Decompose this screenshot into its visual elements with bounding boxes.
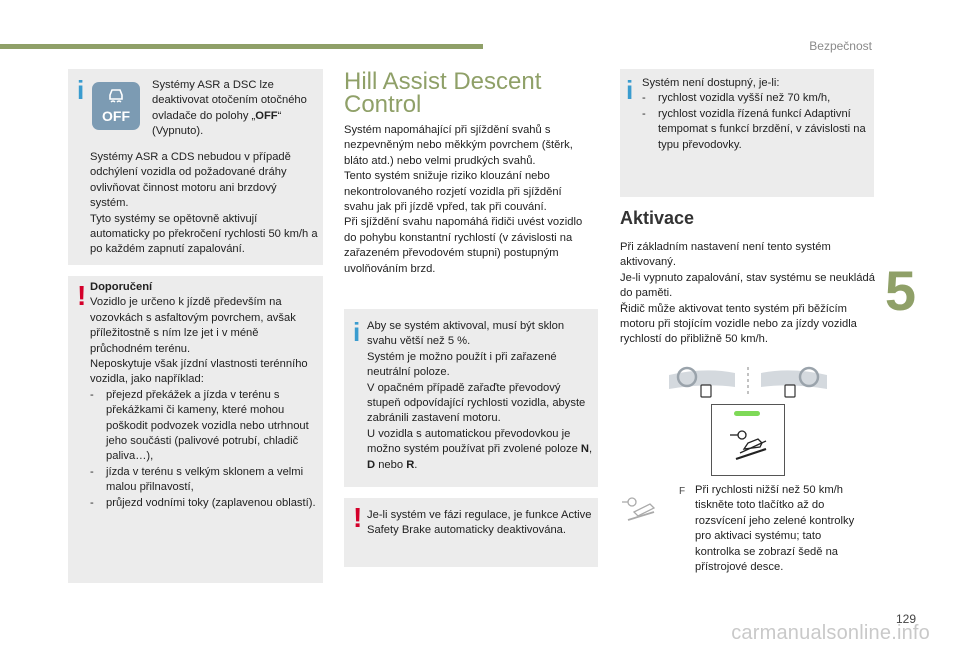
section-title: Bezpečnost: [809, 39, 872, 53]
recommendation-line-1: Vozidlo je určeno k jízdě především na vozovkách s asfaltovým povrchem, avšak příležitostně s ním lze jet i v méně průchodném terénu.: [90, 296, 296, 355]
info-icon: i: [626, 75, 634, 105]
cds-note: [90, 150, 318, 258]
intro-line-1: Systém napomáhající při sjíždění svahů s nezpevněným nebo měkkým povrchem (štěrk, bláto atd.) nebo velmi prudkých svahů.: [344, 124, 573, 167]
gear-d: D: [367, 458, 376, 471]
list-item: - rychlost vozidla řízená funkcí Adaptivní tempomat s funkcí brzdění, v závislosti na typu převodovky.: [642, 107, 870, 153]
intro-line-3: Při sjíždění svahu napomáhá řidiči uvést vozidlo do pohybu konstantní rychlostí (v závislosti na zařazeném převodovém stupni) postupným uvolňováním brzd.: [344, 216, 583, 275]
cds-note-line-2: Tyto systémy se opětovně aktivují automaticky po překročení rychlosti 50 km/h a po každém zapnutí zapalování.: [90, 212, 318, 256]
active-safety-brake-warning: [344, 498, 598, 567]
recommendation-line-2: Neposkytuje však jízdní vlastnosti terénního vozidla, jako například:: [90, 358, 308, 386]
hadc-button-illustration: [711, 404, 785, 476]
recommendation-warning-box: [68, 276, 323, 583]
green-indicator-lamp: [734, 411, 760, 416]
off-button-icon: [92, 82, 140, 130]
hadc-intro: [344, 123, 592, 277]
cds-note-line-1: Systémy ASR a CDS nebudou v případě odchýlení vozidla od požadované dráhy ovlivňovat činnost motoru ani brzdový systém.: [90, 151, 291, 210]
list-item: - přejezd překážek a jízda v terénu s překážkami či kameny, které mohou poškodit podvozek vozidla nebo utrhnout jeho součásti (palivové potrubí, chladič paliva…),: [90, 388, 318, 465]
availability-list: [642, 91, 870, 153]
availability-info-box: [620, 69, 874, 197]
asb-warning-text: Je-li systém ve fázi regulace, je funkce Active Safety Brake automaticky deaktivována.: [367, 509, 592, 537]
activation-line-1: Při základním nastavení není tento systém aktivovaný.: [620, 241, 831, 269]
off-button-label: OFF: [102, 108, 130, 124]
hadc-info-box: [344, 309, 598, 487]
bullet-marker: F: [679, 486, 686, 497]
info-line-4: [367, 427, 595, 473]
list-item: - rychlost vozidla vyšší než 70 km/h,: [642, 91, 870, 106]
activation-line-3: Řidič může aktivovat tento systém při běžícím motoru při stojícím vozidle nebo za jízdy vozidla rychlostí do přibližně 50 km/h.: [620, 302, 857, 346]
gear-separator: ,: [589, 443, 593, 456]
page-number: 129: [895, 612, 916, 626]
dashboard-location-illustration: [665, 365, 831, 399]
info-line-3: V opačném případě zařaďte převodový stupeň odpovídající rychlosti vozidla, abyste zabránili zastavení motoru.: [367, 381, 586, 425]
hill-descent-icon: [726, 427, 770, 463]
activation-text: [620, 240, 876, 348]
activation-instruction: Při rychlosti nižší než 50 km/h tiskněte toto tlačítko až do rozsvícení jeho zelené kontrolky pro aktivaci systému; tato kontrolka se zobrazí šedě na přístrojové desce.: [695, 484, 855, 574]
asr-off-info-box: [68, 69, 323, 265]
recommendation-heading: Doporučení: [90, 281, 153, 293]
list-item: - jízda v terénu s velkým sklonem a velmi malou přilnavostí,: [90, 465, 318, 496]
intro-line-2: Tento systém snižuje riziko klouzání nebo nekontrolovaného rozjetí vozidla při sjíždění svahu jak při jízdě vpřed, tak při couvání.: [344, 170, 562, 214]
hill-descent-indicator-icon: [620, 492, 656, 522]
recommendation-text: [90, 280, 318, 511]
asr-off-text-1: Systémy ASR a DSC lze deaktivovat otočením otočného ovladače do polohy „: [152, 79, 307, 122]
warning-icon: !: [77, 280, 87, 311]
info-icon: i: [353, 317, 361, 347]
info-line-4-end: .: [414, 458, 418, 471]
gear-n: N: [580, 443, 590, 456]
asr-off-bold: OFF: [255, 109, 278, 122]
info-line-1: Aby se systém aktivoval, musí být sklon svahu větší než 5 %.: [367, 320, 565, 348]
activation-line-2: Je-li vypnuto zapalování, stav systému se neukládá do paměti.: [620, 271, 875, 300]
header-accent-bar: [0, 44, 483, 49]
recommendation-list: [90, 388, 318, 511]
availability-heading: Systém není dostupný, je-li:: [642, 77, 780, 89]
list-item: - průjezd vodními toky (zaplavenou oblastí).: [90, 496, 318, 511]
asr-off-note: [152, 78, 317, 140]
activation-heading: Aktivace: [620, 208, 695, 228]
hadc-info-text: [367, 319, 595, 473]
chapter-number: 5: [884, 259, 916, 322]
info-line-4-text: U vozidla s automatickou převodovkou je možno systém používat při zvolené poloze: [367, 427, 581, 456]
warning-icon: !: [353, 502, 363, 533]
skid-car-icon: [106, 86, 126, 106]
gear-or: nebo: [375, 458, 407, 471]
watermark: carmanualsonline.info: [731, 622, 930, 644]
gear-r: R: [406, 458, 415, 471]
info-icon: i: [77, 75, 85, 105]
availability-text: [642, 76, 870, 153]
info-line-2: Systém je možno použít i při zařazené neutrální poloze.: [367, 350, 557, 379]
asr-off-text-2: “ (Vypnuto).: [152, 109, 282, 138]
page-title: Hill Assist Descent Control: [344, 68, 542, 118]
